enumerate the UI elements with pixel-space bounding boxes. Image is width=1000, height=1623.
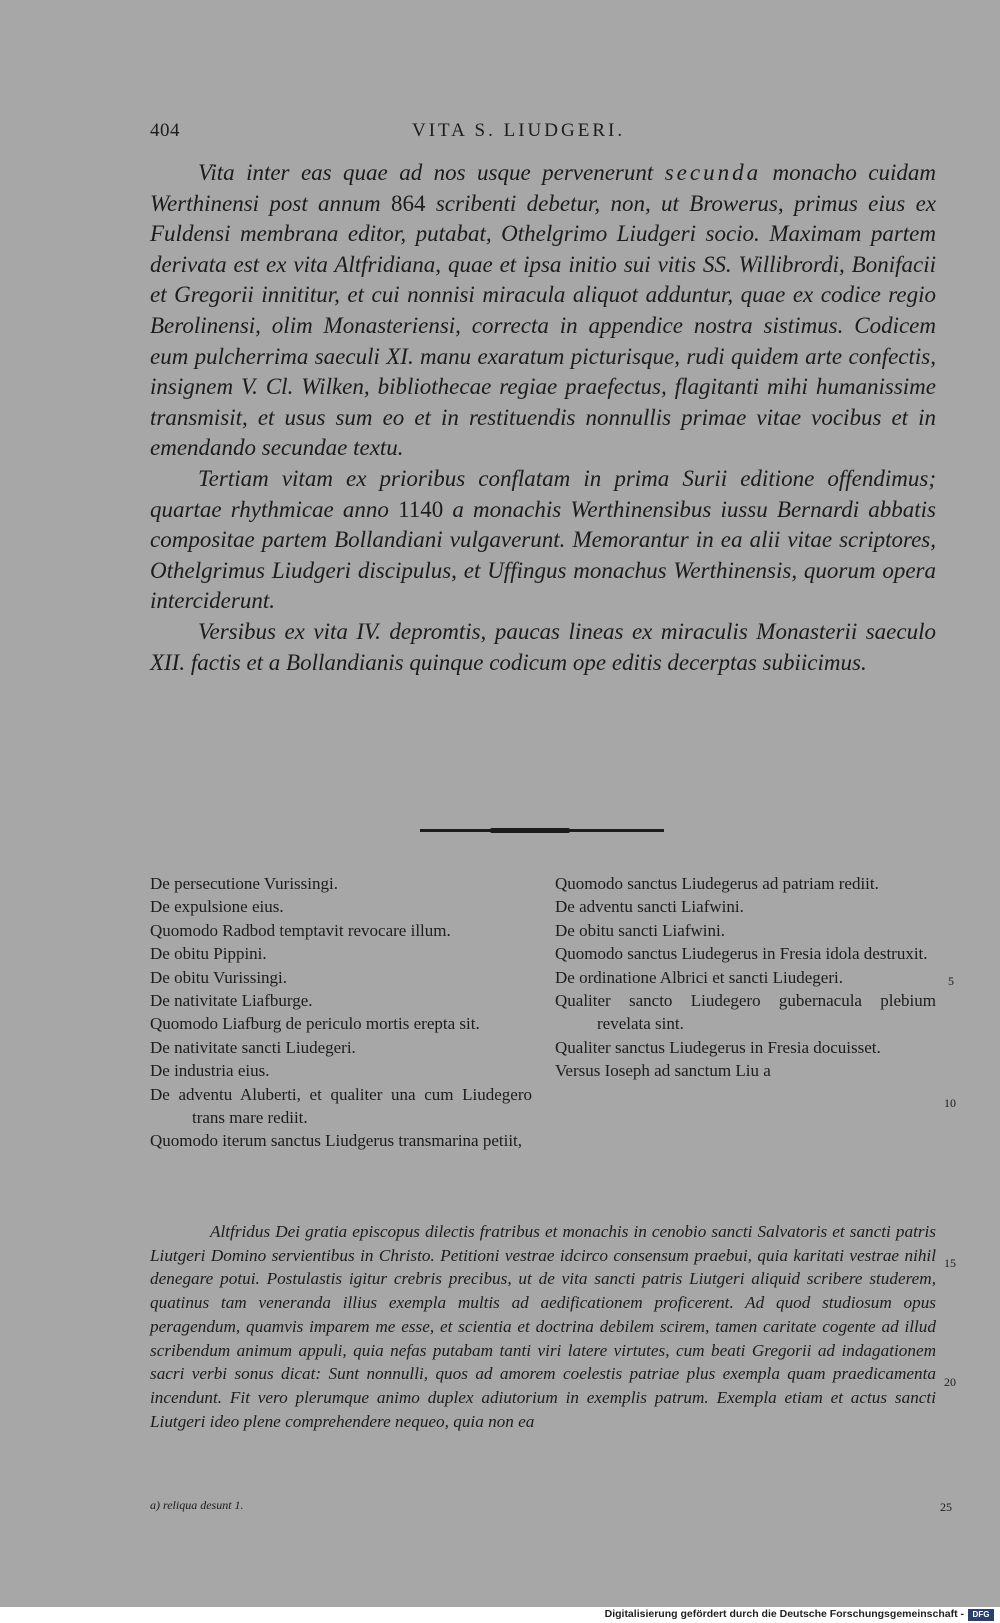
chapter-item: Quomodo sanctus Liudegerus ad patriam rediit. xyxy=(555,874,879,893)
dfg-logo: DFG xyxy=(968,1609,994,1621)
letter-text: Altfridus Dei gratia episcopus dilectis fratribus et monachis in cenobio sancti Salvatoris et sancti patris Liutgeri Domino servientibus in Christo. Petitioni vestrae idcirco consensum praebui, quia karitati vestrae nihil denegare potui. Postulastis igitur crebris precibus, ut de vita sancti patris Liutgeri aliquid scribere studerem, quatinus tam veneranda illius exempla multis ad aedificationem proficerent. Ad quod studiosum opus peragendum, quamvis imparem me esse, et scientia et doctrina debilem scirem, tamen caritate cogente ad illud scribendum animum appuli, quia nefas putabam tanti viri latere virtutes, cum beati Gregorii ad indagationem sacri verbi sonus dicat: Sunt nonnulli, quos ad amorem coelestis patriae plus exempla quam praedicamenta incendunt. Fit vero plerumque animo duplex adiutorium in exemplis patrum. Exempla etiam et actus sancti Liutgeri ideo plene comprehendere nequeo, quia non ea xyxy=(150,1222,936,1431)
page-header xyxy=(150,120,936,150)
intro-year: 864 xyxy=(391,190,426,216)
chapter-item: De persecutione Vurissingi. xyxy=(150,874,338,893)
intro-text: scribenti debetur, non, ut Browerus, primus eius ex Fuldensi membrana editor, putabat, Othelgrimo Liudgeri socio. Maximam partem derivata est ex vita Altfridiana, quae et ipsa initio sui vitis SS. Willibrordi, Bonifacii et Gregorii innititur, et cui nonnisi miracula aliquot adduntur, quae ex codice regio Berolinensi, olim Monasteriensi, correcta in appendice nostra sistimus. Codicem eum pulcherrima saeculi XI. manu exaratum picturisque, rudi quidem arte confectis, insignem V. Cl. Wilken, bibliothecae regiae praefectus, flagitanti mihi humanissime transmisit, et usus sum eo et in restituendis nonnullis primae vitae vocibus et in emendando secundae textu. xyxy=(150,190,936,461)
digitization-footer xyxy=(0,1607,1000,1623)
chapter-item: Quomodo Liafburg de periculo mortis erepta sit. xyxy=(150,1014,480,1034)
chapter-item: De nativitate Liafburge. xyxy=(150,991,313,1011)
introduction xyxy=(150,158,936,678)
intro-word-vita: Vita xyxy=(198,160,235,185)
chapter-item: Quomodo iterum sanctus Liudgerus transmarina petiit, xyxy=(150,1131,523,1151)
chapter-item: De nativitate sancti Liudegeri. xyxy=(150,1037,356,1057)
chapter-item: De obitu sancti Liafwini. xyxy=(555,920,725,940)
line-number: 5 xyxy=(948,974,954,988)
chapter-list-left xyxy=(150,872,532,1153)
chapter-item: Quomodo Radbod temptavit revocare illum. xyxy=(150,920,451,940)
intro-year: 1140 xyxy=(398,496,444,522)
line-number: 20 xyxy=(944,1375,956,1389)
chapter-item: Qualiter sanctus Liudegerus in Fresia docuisset. xyxy=(555,1037,881,1057)
intro-text: a monachis Werthinensibus iussu Bernardi abbatis compositae partem Bollandiani vulgaverunt. Memorantur in ea alii vitae scriptores, Othelgrimus Liudgeri discipulus, et Uffingus monachus Werthinensis, quorum opera interciderunt. xyxy=(150,496,936,614)
chapter-item: De obitu Pippini. xyxy=(150,944,267,964)
funding-notice: Digitalisierung gefördert durch die Deutsche Forschungsgemeinschaft - xyxy=(604,1608,964,1620)
chapter-item: De adventu Aluberti, et qualiter una cum Liudegero trans mare rediit. xyxy=(150,1084,532,1128)
page-number: 404 xyxy=(150,120,180,141)
prologue-letter xyxy=(150,1220,936,1433)
intro-text: inter eas quae ad nos usque pervenerunt xyxy=(234,160,665,185)
line-number: 25 xyxy=(940,1500,952,1514)
chapter-item: De adventu sancti Liafwini. xyxy=(555,897,744,917)
intro-text: Tertiam vitam ex prioribus conflatam in prima Surii editione offendimus; quartae rhythmicae anno xyxy=(150,465,936,522)
intro-paragraph-3: Versibus ex vita IV. depromtis, paucas lineas ex miraculis Monasterii saeculo XII. factis et a Bollandianis quinque codicum ope editis decerptas subiicimus. xyxy=(150,618,936,675)
section-divider xyxy=(420,829,664,832)
intro-paragraph-1 xyxy=(150,158,936,464)
chapter-item: De obitu Vurissingi. xyxy=(150,967,288,987)
chapter-item: De ordinatione Albrici et sancti Liudegeri. xyxy=(555,967,843,987)
footnote: a) reliqua desunt 1. xyxy=(150,1498,244,1512)
running-title: VITA S. LIUDGERI. xyxy=(412,120,626,141)
chapter-list-right xyxy=(555,872,936,1083)
chapter-item: Quomodo sanctus Liudegerus in Fresia idola destruxit. xyxy=(555,944,928,964)
chapter-item: De industria eius. xyxy=(150,1061,270,1081)
chapter-item: Versus Ioseph ad sanctum Liu a xyxy=(555,1061,771,1081)
chapter-item: Qualiter sancto Liudegero gubernacula plebium revelata sint. xyxy=(555,991,936,1034)
line-number: 10 xyxy=(944,1096,956,1110)
intro-word-secunda: secunda xyxy=(664,160,762,185)
chapter-item: De expulsione eius. xyxy=(150,897,284,917)
intro-paragraph-2 xyxy=(150,464,936,617)
line-number: 15 xyxy=(944,1256,956,1270)
intro-text: monacho cuidam Werthinensi post annum xyxy=(150,160,937,216)
